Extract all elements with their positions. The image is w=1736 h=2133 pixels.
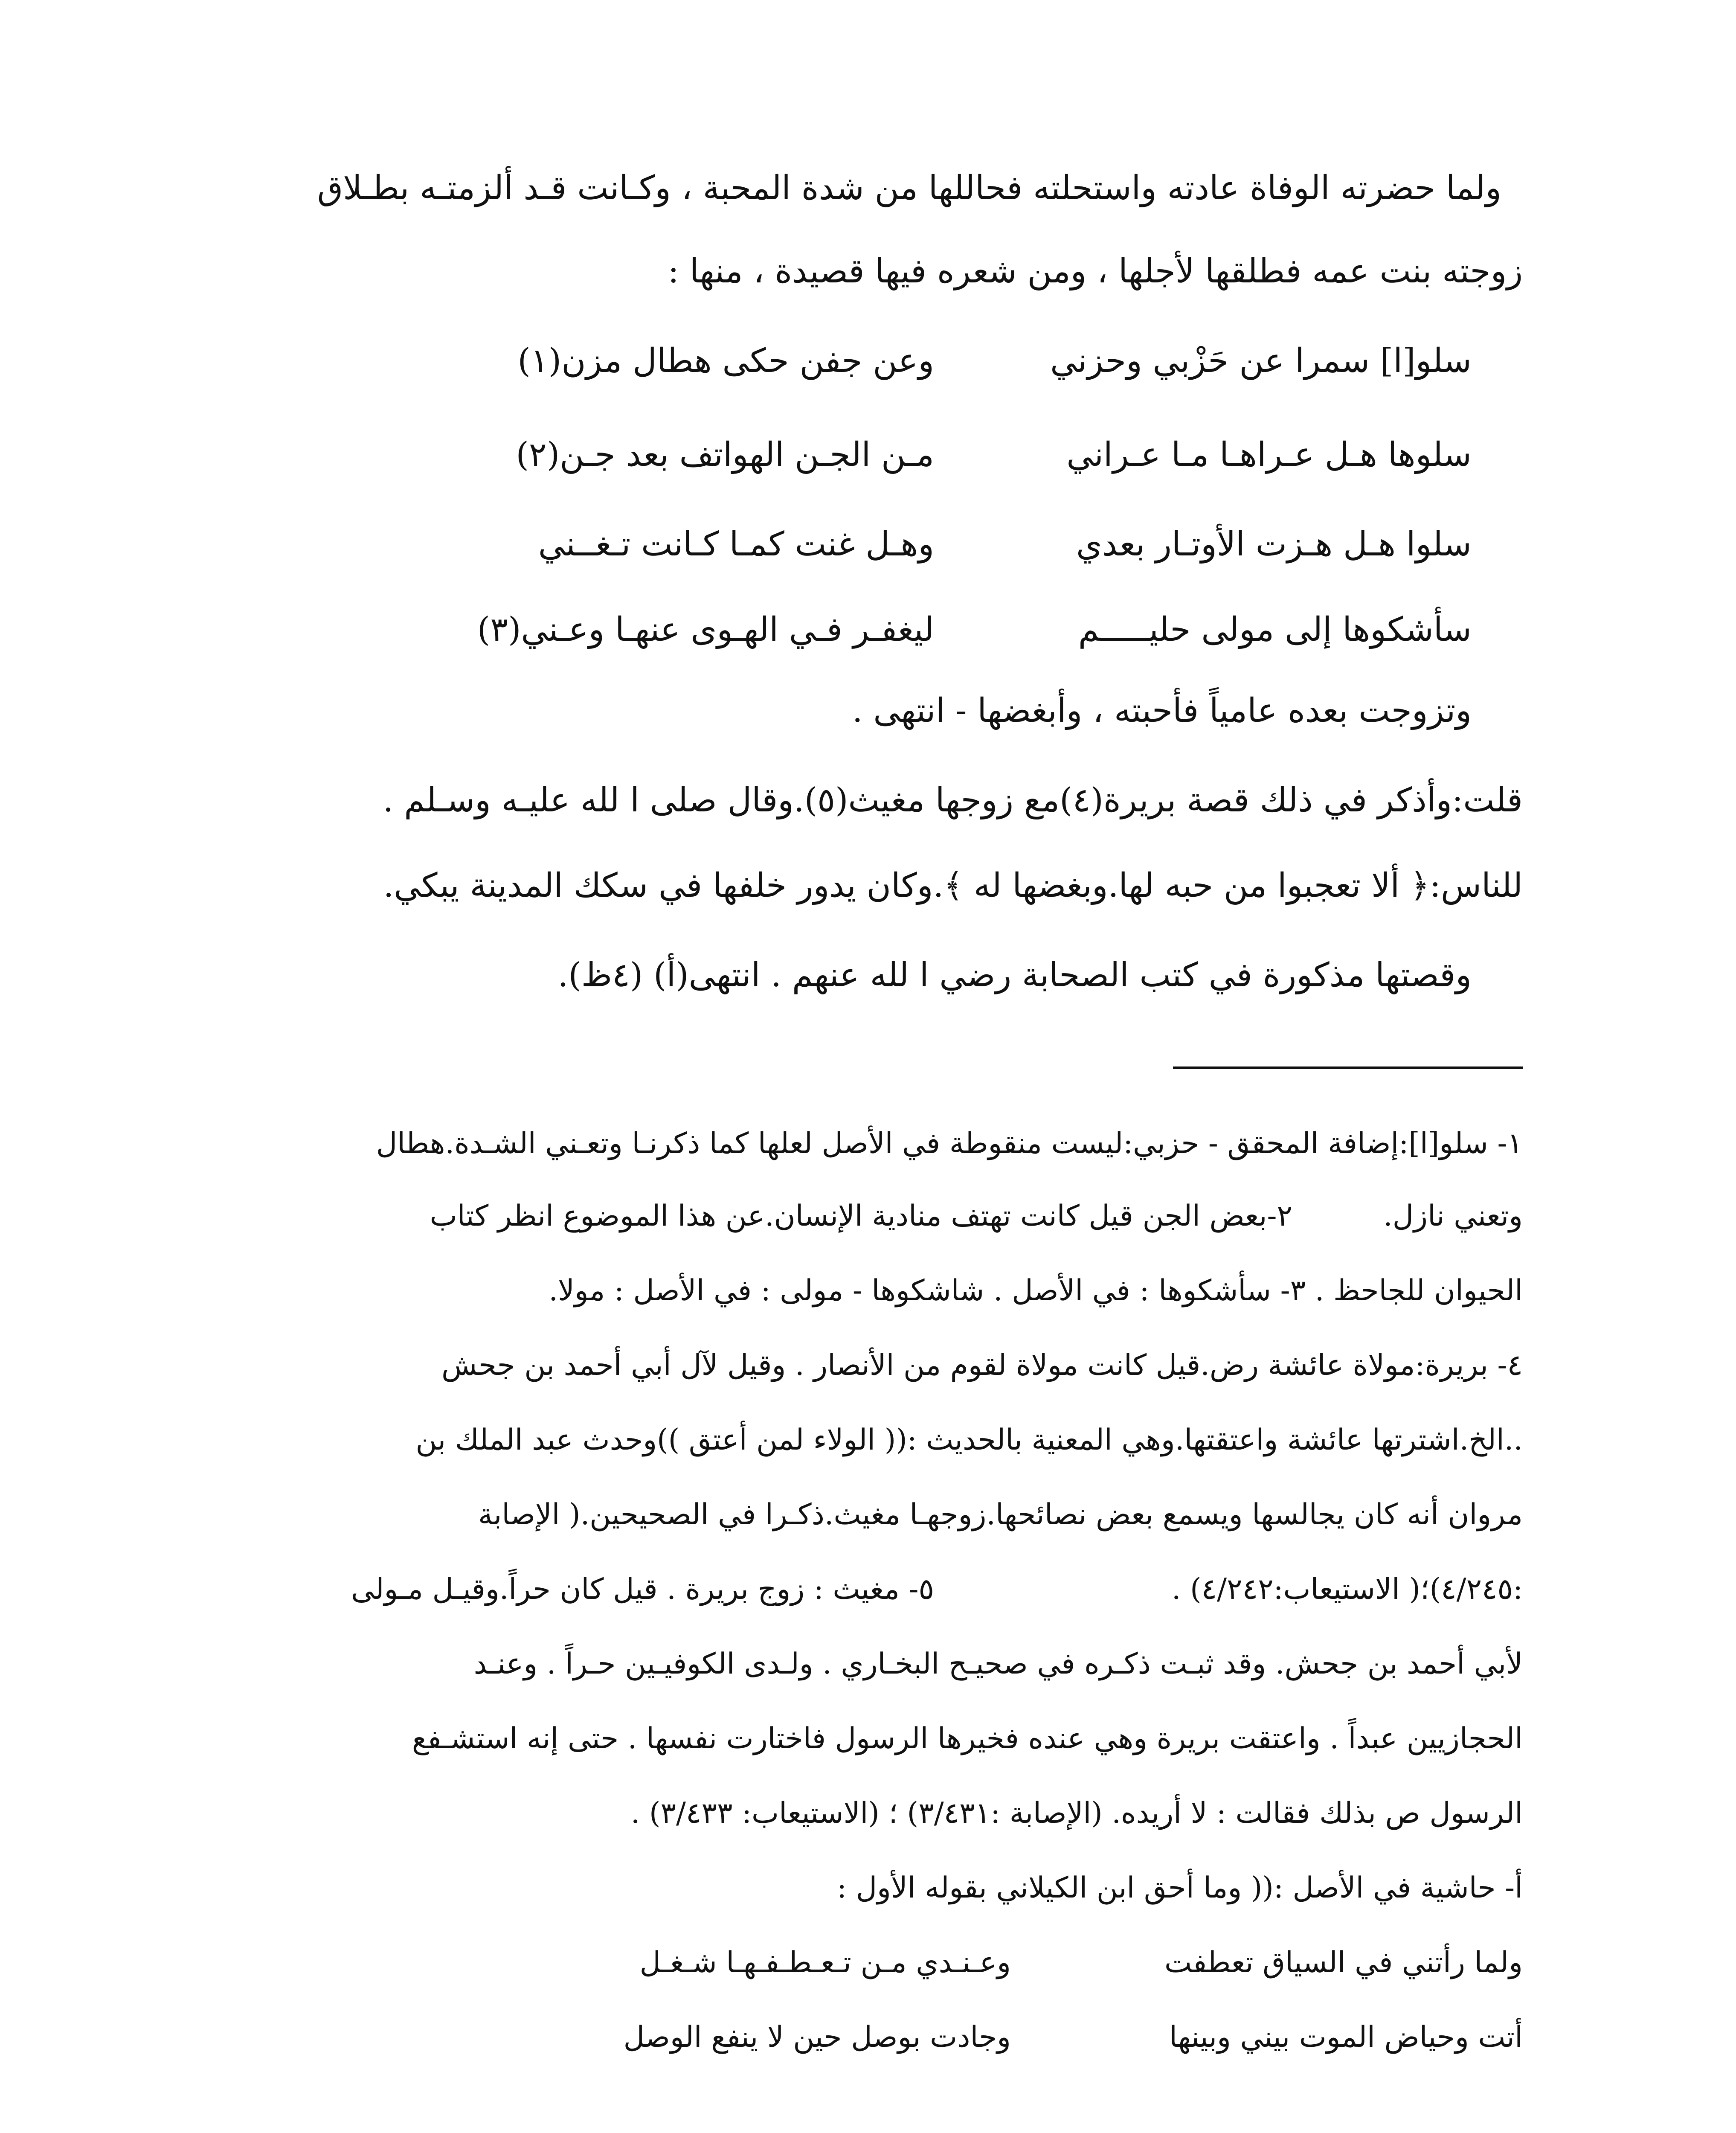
footnote-5-line-3: الحجازيين عبداً . واعتقت بريرة وهي عنده فخيرها الرسول فاختارت نفسها . حتى إنه استشـفع <box>412 1722 1523 1755</box>
footnote-separator <box>1173 1066 1523 1069</box>
verse-4-first-hemistich: سأشكوها إلى مولى حليـــــم <box>1078 610 1472 649</box>
footnote-5-line-4: الرسول ص بذلك فقالت : لا أريده. (الإصابة :٣/٤٣١) ؛ (الاستيعاب: ٣/٤٣٣) . <box>630 1796 1523 1830</box>
footnote-1: ١- سلو[ا]:إضافة المحقق - حزبي:ليست منقوطة في الأصل لعلها كما ذكرنـا وتعـني الشـدة.هطال <box>376 1127 1523 1160</box>
body-line-9: للناس:﴿ ألا تعجبوا من حبه لها.وبغضها له ﴾.وكان يدور خلفها في سكك المدينة يبكي. <box>383 866 1523 905</box>
verse-3-second-hemistich: وهـل غنت كمـا كـانت تـغــني <box>538 525 934 564</box>
footnote-a: أ- حاشية في الأصل :(( وما أحق ابن الكيلاني بقوله الأول : <box>837 1871 1523 1905</box>
verse-2-first-hemistich: سلوها هـل عـراهـا مـا عـراني <box>1066 436 1472 474</box>
body-line-7: وتزوجت بعده عامياً فأحبته ، وأبغضها - انتهى . <box>852 692 1472 730</box>
footnote-5-line-2: لأبي أحمد بن جحش. وقد ثبـت ذكـره في صحيـح البخـاري . ولـدى الكوفيـين حـراً . وعنـد <box>473 1647 1523 1681</box>
verse-1-first-hemistich: سلو[ا] سمرا عن حَزْبي وحزني <box>1050 342 1472 380</box>
footnote-4-line-3: مروان أنه كان يجالسها ويسمع بعض نصائحها.زوجهـا مغيث.ذكـرا في الصحيحين.( الإصابة <box>478 1498 1523 1531</box>
footnote-4-line-2: ..الخ.اشترتها عائشة واعتقتها.وهي المعنية بالحديث :(( الولاء لمن أعتق ))وحدث عبد الملك بن <box>415 1423 1523 1457</box>
verse-1-second-hemistich: وعن جفن حكى هطال مزن(١) <box>517 342 934 380</box>
verse-3-first-hemistich: سلوا هـل هـزت الأوتـار بعدي <box>1076 525 1472 564</box>
footnote-4-line-4: :٤/٢٤٥)؛( الاستيعاب:٤/٢٤٢) . <box>1171 1572 1523 1606</box>
body-line-8: قلت:وأذكر في ذلك قصة بريرة(٤)مع زوجها مغيث(٥).وقال صلى ا لله عليـه وسـلم . <box>383 781 1523 819</box>
footnote-verse-2-first: أتت وحياض الموت بيني وبينها <box>1169 2020 1523 2054</box>
footnote-5: ٥- مغيث : زوج بريرة . قيل كان حراً.وقيـل مـولى <box>351 1572 934 1606</box>
body-line-1: ولما حضرته الوفاة عادته واستحلته فحاللها من شدة المحبة ، وكـانت قـد ألزمتـه بطـلاق <box>317 169 1501 207</box>
verse-4-second-hemistich: ليغفـر فـي الهـوى عنهـا وعـني(٣) <box>477 610 934 649</box>
footnote-verse-2-second: وجادت بوصل حين لا ينفع الوصل <box>623 2020 1011 2054</box>
footnote-verse-1-second: وعـنـدي مـن تـعـطـفـهـا شـغـل <box>639 1946 1011 1979</box>
footnote-4: ٤- بريرة:مولاة عائشة رض.قيل كانت مولاة لقوم من الأنصار . وقيل لآل أبي أحمد بن جحش <box>441 1348 1523 1382</box>
footnote-2: ٢-بعض الجن قيل كانت تهتف منادية الإنسان.عن هذا الموضوع انظر كتاب <box>430 1199 1292 1233</box>
verse-2-second-hemistich: مـن الجـن الهواتف بعد جـن(٢) <box>516 436 934 474</box>
footnote-verse-1-first: ولما رأتني في السياق تعطفت <box>1164 1946 1523 1979</box>
body-line-10: وقصتها مذكورة في كتب الصحابة رضي ا لله عنهم . انتهى(أ) (٤ظ). <box>557 956 1472 994</box>
body-line-2: زوجته بنت عمه فطلقها لأجلها ، ومن شعره فيها قصيدة ، منها : <box>668 252 1523 291</box>
footnote-1-continuation: وتعني نازل. <box>1383 1199 1523 1233</box>
footnote-3: الحيوان للجاحظ . ٣- سأشكوها : في الأصل . شاشكوها - مولى : في الأصل : مولا. <box>549 1274 1523 1308</box>
